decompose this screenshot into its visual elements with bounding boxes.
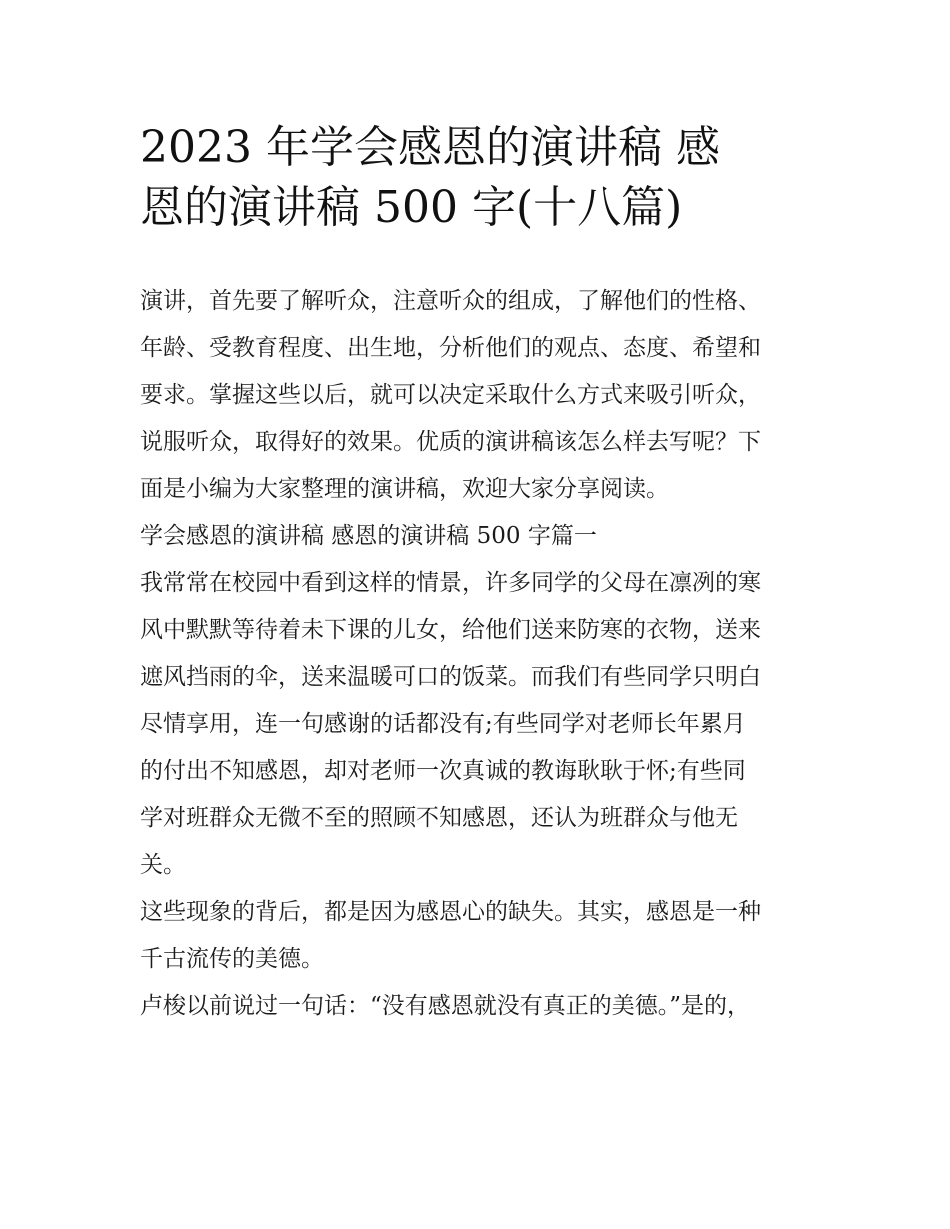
body-paragraph-3: 卢梭以前说过一句话：“没有感恩就没有真正的美德。”是的， [140,993,751,1019]
document-title [140,118,820,238]
title-line-1: 2023 年学会感恩的演讲稿 感 [140,122,720,173]
document-body [140,278,820,1030]
title-line-2: 恩的演讲稿 500 字(十八篇) [140,182,683,233]
body-paragraph-1: 我常常在校园中看到这样的情景，许多同学的父母在凛冽的寒 风中默默等待着未下课的儿女，给他们送来防寒的衣物，送来 遮风挡雨的伞，送来温暖可口的饭菜。而我们有些同学只明白 尽情享用，连一句感谢的话都没有;有些同学对老师长年累月 的付出不知感恩，却对老师一次真诚的教诲耿耿于怀;有些同 学对班群众无微不至的照顾不知感恩，还认为班群众与他无 关。 [140,570,761,878]
section-heading: 学会感恩的演讲稿 感恩的演讲稿 500 字篇一 [140,523,597,549]
body-paragraph-2: 这些现象的背后，都是因为感恩心的缺失。其实，感恩是一种 千古流传的美德。 [140,899,761,972]
intro-paragraph: 演讲，首先要了解听众，注意听众的组成，了解他们的性格、 年龄、受教育程度、出生地，分析他们的观点、态度、希望和 要求。掌握这些以后，就可以决定采取什么方式来吸引听众， 说服听众，取得好的效果。优质的演讲稿该怎么样去写呢？下 面是小编为大家整理的演讲稿，欢迎大家分享阅读。 [140,288,761,502]
